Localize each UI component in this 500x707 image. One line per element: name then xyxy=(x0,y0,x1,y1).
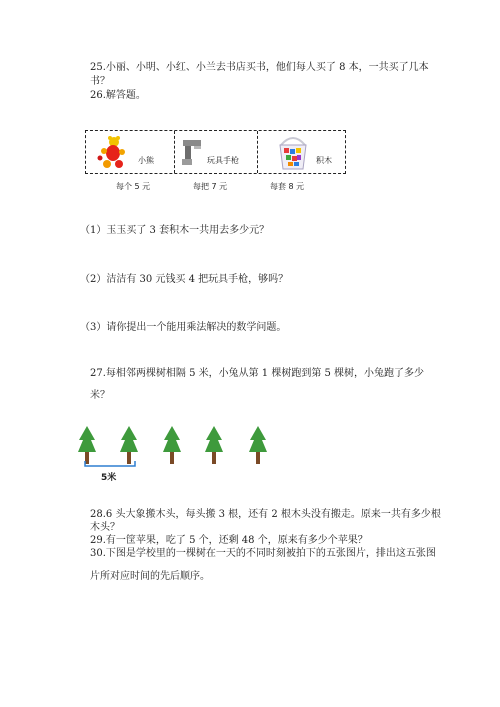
toy-price-box xyxy=(85,130,346,174)
toy-name: 积木 xyxy=(316,156,332,165)
divider xyxy=(174,131,175,173)
q28-line1: 28.6 头大象搬木头，每头搬 3 根，还有 2 根木头没有搬走。原来一共有多少根 xyxy=(90,509,441,520)
tree-icon xyxy=(119,426,139,466)
toy-gun-icon xyxy=(179,137,205,169)
bear-toy-icon xyxy=(94,135,130,169)
q27-line2: 米？ xyxy=(90,390,110,401)
q26-sub3: （3）请你提出一个能用乘法解决的数学问题。 xyxy=(80,322,287,333)
tree-icon xyxy=(162,426,182,466)
toy-price: 每个 5 元 xyxy=(116,182,151,191)
building-blocks-icon xyxy=(276,133,310,171)
q28-line2: 木头？ xyxy=(90,522,120,533)
distance-bracket xyxy=(84,461,136,469)
toy-name: 玩具手枪 xyxy=(207,156,239,165)
distance-label: 5米 xyxy=(101,473,117,483)
q25-line2: 书？ xyxy=(90,76,110,87)
tree-icon xyxy=(77,426,97,466)
q26-title: 26.解答题。 xyxy=(90,90,146,101)
q30-line2: 片所对应时间的先后顺序。 xyxy=(90,571,210,582)
toy-price: 每把 7 元 xyxy=(193,182,228,191)
q26-sub1: （1）玉玉买了 3 套积木一共用去多少元？ xyxy=(80,225,270,236)
tree-icon xyxy=(204,426,224,466)
divider xyxy=(257,131,258,173)
q25-line1: 25.小丽、小明、小红、小兰去书店买书，他们每人买了 8 本，一共买了几本 xyxy=(90,62,429,73)
q26-sub2: （2）洁洁有 30 元钱买 4 把玩具手枪，够吗？ xyxy=(80,274,289,285)
q29-line1: 29.有一筐苹果，吃了 5 个，还剩 48 个，原来有多少个苹果？ xyxy=(90,535,368,546)
toy-price: 每套 8 元 xyxy=(270,182,305,191)
tree-icon xyxy=(248,426,268,466)
q30-line1: 30.下图是学校里的一棵树在一天的不同时刻被拍下的五张图片，排出这五张图 xyxy=(90,548,436,559)
toy-name: 小熊 xyxy=(138,156,154,165)
q27-line1: 27.每相邻两棵树相隔 5 米，小兔从第 1 棵树跑到第 5 棵树，小兔跑了多少 xyxy=(90,368,425,379)
